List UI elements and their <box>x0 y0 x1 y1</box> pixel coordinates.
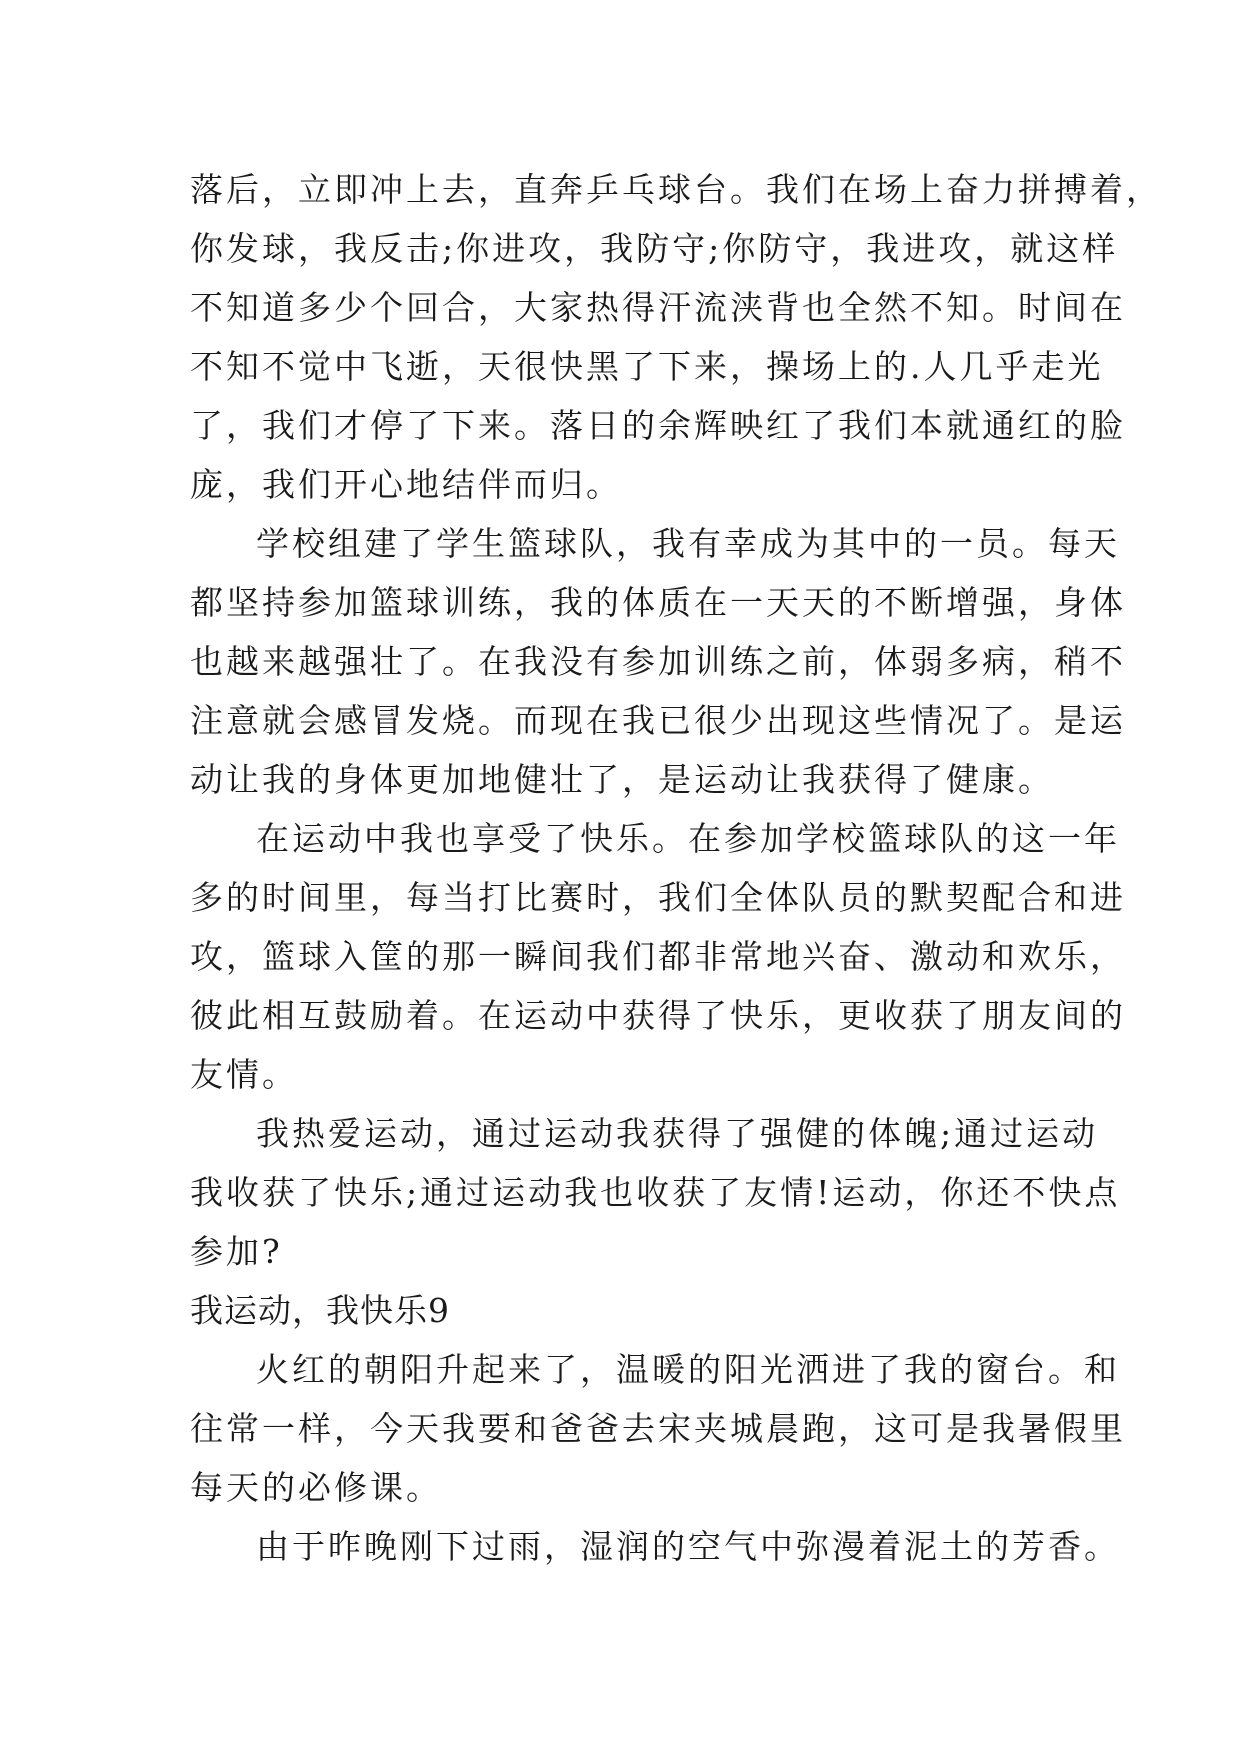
paragraph <box>190 160 1162 514</box>
text-line: 学校组建了学生篮球队，我有幸成为其中的一员。每天 <box>256 524 1120 563</box>
text-line: 往常一样，今天我要和爸爸去宋夹城晨跑，这可是我暑假里 <box>190 1409 1126 1448</box>
text-line: 每天的必修课。 <box>190 1468 442 1507</box>
text-line: 参加? <box>190 1232 283 1271</box>
paragraph <box>190 809 1126 1104</box>
text-line: 攻，篮球入筐的那一瞬间我们都非常地兴奋、激动和欢乐， <box>190 937 1126 976</box>
text-line: 我收获了快乐;通过运动我也收获了友情!运动，你还不快点 <box>190 1173 1121 1212</box>
text-line: 由于昨晚刚下过雨，湿润的空气中弥漫着泥土的芳香。 <box>256 1527 1120 1566</box>
paragraph <box>190 1517 1120 1576</box>
text-line: 在运动中我也享受了快乐。在参加学校篮球队的这一年 <box>256 819 1120 858</box>
text-line: 注意就会感冒发烧。而现在我已很少出现这些情况了。是运 <box>190 701 1126 740</box>
text-line: 也越来越强壮了。在我没有参加训练之前，体弱多病，稍不 <box>190 642 1126 681</box>
text-line: 你发球，我反击;你进攻，我防守;你防守，我进攻，就这样 <box>190 229 1119 268</box>
text-line: 我热爱运动，通过运动我获得了强健的体魄;通过运动 <box>256 1114 1099 1153</box>
text-line: 动让我的身体更加地健壮了，是运动让我获得了健康。 <box>190 760 1054 799</box>
text-line: 不知道多少个回合，大家热得汗流浃背也全然不知。时间在 <box>190 288 1126 327</box>
heading-text: 我运动，我快乐9 <box>190 1291 450 1330</box>
text-line: 火红的朝阳升起来了，温暖的阳光洒进了我的窗台。和 <box>256 1350 1120 1389</box>
document-body <box>190 160 1162 1576</box>
text-line: 都坚持参加篮球训练，我的体质在一天天的不断增强，身体 <box>190 583 1126 622</box>
text-line: 落后，立即冲上去，直奔乒乓球台。我们在场上奋力拼搏着， <box>190 170 1162 209</box>
text-line: 彼此相互鼓励着。在运动中获得了快乐，更收获了朋友间的 <box>190 996 1126 1035</box>
paragraph <box>190 1340 1126 1517</box>
paragraph <box>190 514 1126 809</box>
text-line: 不知不觉中飞逝，天很快黑了下来，操场上的.人几乎走光 <box>190 347 1104 386</box>
section-heading <box>190 1281 1070 1340</box>
text-line: 多的时间里，每当打比赛时，我们全体队员的默契配合和进 <box>190 878 1126 917</box>
paragraph <box>190 1104 1121 1281</box>
text-line: 了，我们才停了下来。落日的余辉映红了我们本就通红的脸 <box>190 406 1126 445</box>
text-line: 友情。 <box>190 1055 298 1094</box>
text-line: 庞，我们开心地结伴而归。 <box>190 465 622 504</box>
